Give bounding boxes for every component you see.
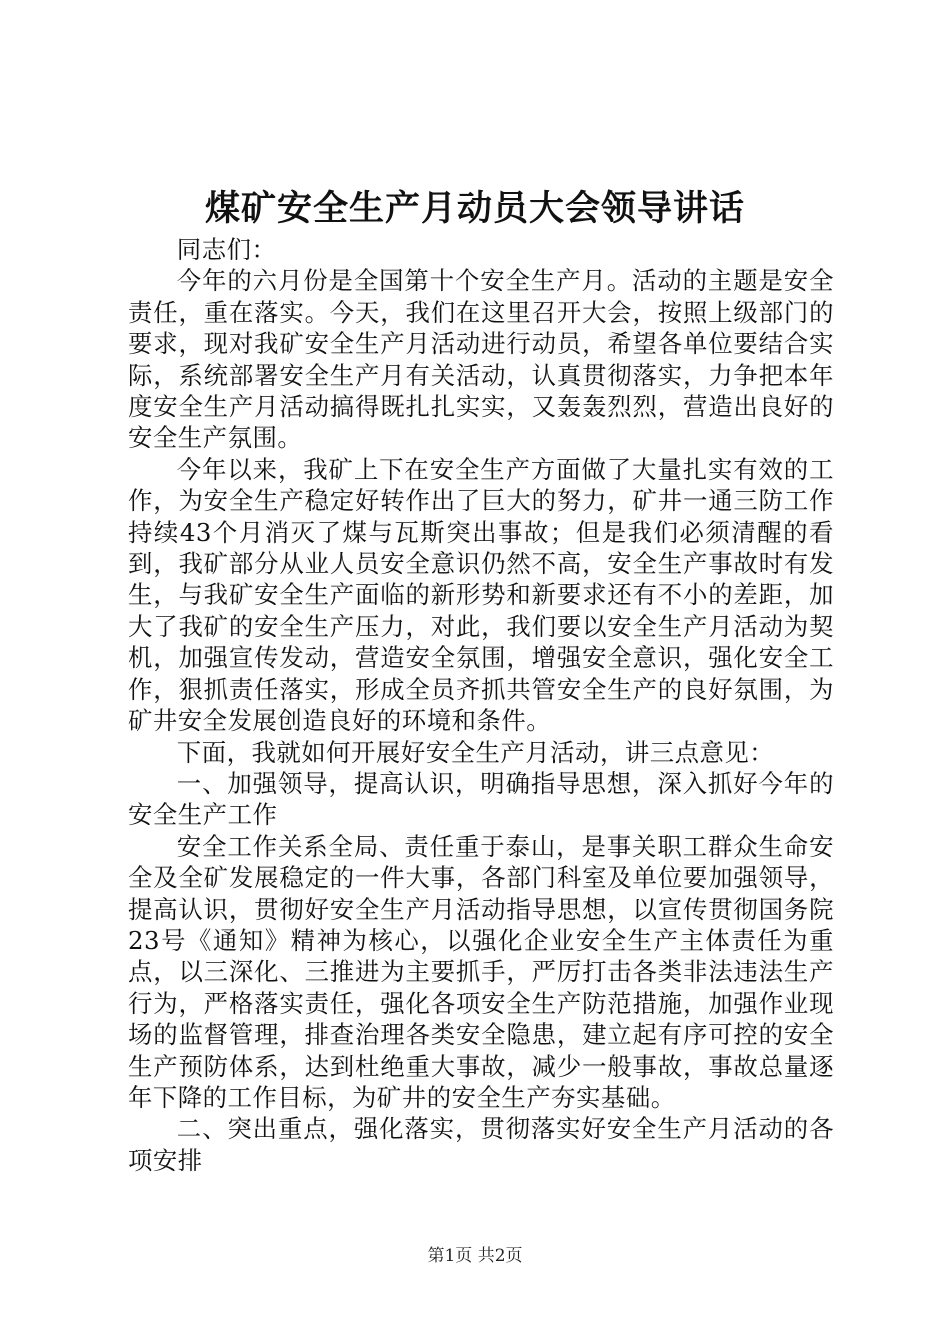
section-1-paragraph: 安全工作关系全局、责任重于泰山，是事关职工群众生命安全及全矿发展稳定的一件大事，各部门科室及单位要加强领导，提高认识，贯彻好安全生产月活动指导思想，以宣传贯彻国务院23号《通知》精神为核心，以强化企业安全生产主体责任为重点，以三深化、三推进为主要抓手，严厉打击各类非法违法生产行为，严格落实责任，强化各项安全生产防范措施，加强作业现场的监督管理，排查治理各类安全隐患，建立起有序可控的安全生产预防体系，达到杜绝重大事故，减少一般事故，事故总量逐年下降的工作目标，为矿井的安全生产夯实基础。	[128, 831, 834, 1112]
section-heading-2: 二、突出重点，强化落实，贯彻落实好安全生产月活动的各项安排	[128, 1114, 834, 1175]
transition-paragraph: 下面，我就如何开展好安全生产月活动，讲三点意见：	[176, 737, 775, 767]
salutation-paragraph: 同志们：	[176, 235, 277, 264]
document-body	[128, 234, 834, 1176]
section-heading-1: 一、加强领导，提高认识，明确指导思想，深入抓好今年的安全生产工作	[128, 768, 834, 830]
page-number-footer: 第1页 共2页	[427, 1246, 523, 1266]
document-title: 煤矿安全生产月动员大会领导讲话	[204, 188, 745, 229]
situation-paragraph: 今年以来，我矿上下在安全生产方面做了大量扎实有效的工作，为安全生产稳定好转作出了巨大的努力，矿井一通三防工作持续43个月消灭了煤与瓦斯突出事故；但是我们必须清醒的看到，我矿部分从业人员安全意识仍然不高，安全生产事故时有发生，与我矿安全生产面临的新形势和新要求还有不小的差距，加大了我矿的安全生产压力，对此，我们要以安全生产月活动为契机，加强宣传发动，营造安全氛围，增强安全意识，强化安全工作，狠抓责任落实，形成全员齐抓共管安全生产的良好氛围，为矿井安全发展创造良好的环境和条件。	[128, 454, 834, 736]
intro-paragraph: 今年的六月份是全国第十个安全生产月。活动的主题是安全责任，重在落实。今天，我们在这里召开大会，按照上级部门的要求，现对我矿安全生产月活动进行动员，希望各单位要结合实际，系统部署安全生产月有关活动，认真贯彻落实，力争把本年度安全生产月活动搞得既扎扎实实，又轰轰烈烈，营造出良好的安全生产氛围。	[128, 266, 834, 453]
